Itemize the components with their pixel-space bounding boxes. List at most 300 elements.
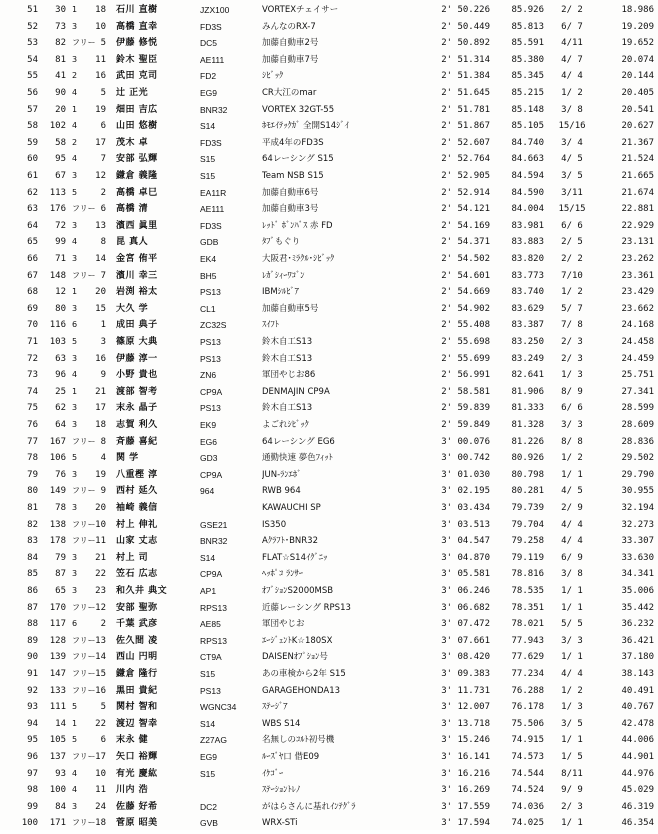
gap-cell: 22.881	[621, 204, 654, 215]
gap-cell: 34.341	[621, 569, 654, 580]
lap-time-cell: 3' 11.731	[441, 685, 490, 696]
gap-cell: 27.341	[621, 386, 654, 397]
class-position-cell: 12	[95, 602, 106, 613]
car-model-cell: EG6	[200, 436, 218, 447]
class-rank-cell: 8/ 8	[561, 436, 583, 447]
position-cell: 82	[27, 519, 38, 530]
driver-name-cell: 武田 克司	[116, 71, 158, 82]
position-cell: 90	[27, 652, 38, 663]
team-name-cell: VORTEXチェイサー	[262, 5, 339, 15]
position-cell: 56	[27, 88, 38, 98]
speed-cell: 85.105	[511, 121, 544, 132]
car-number-cell: 111	[49, 702, 66, 713]
class-position-cell: 5	[100, 702, 106, 713]
driver-name-cell: 辻 正光	[116, 88, 149, 98]
class-position-cell: 2	[100, 187, 106, 198]
driver-name-cell: 末永 健	[116, 735, 149, 746]
position-cell: 64	[27, 220, 38, 231]
team-name-cell: GARAGEHONDA13	[262, 685, 341, 696]
team-name-cell: 平成4年のFD3S	[262, 137, 324, 148]
car-number-cell: 90	[55, 88, 66, 98]
position-cell: 86	[27, 586, 38, 596]
position-cell: 61	[27, 171, 38, 181]
driver-name-cell: 山家 丈志	[116, 536, 158, 547]
class-cell: 5	[72, 702, 78, 712]
position-cell: 68	[27, 287, 38, 298]
class-cell: 4	[72, 88, 78, 97]
gap-cell: 29.790	[621, 469, 654, 480]
lap-time-cell: 3' 03.434	[441, 503, 490, 513]
speed-cell: 76.178	[511, 702, 544, 713]
car-model-cell: JZX100	[200, 5, 230, 15]
class-cell: フリー	[72, 752, 96, 761]
lap-time-cell: 2' 51.781	[441, 104, 490, 115]
position-cell: 69	[27, 303, 38, 314]
class-cell: フリー	[72, 519, 96, 529]
position-cell: 75	[27, 403, 38, 414]
class-position-cell: 9	[100, 486, 106, 497]
class-position-cell: 16	[95, 353, 106, 364]
car-model-cell: AE111	[200, 204, 225, 215]
speed-cell: 83.740	[511, 287, 544, 298]
speed-cell: 81.226	[511, 436, 544, 447]
class-rank-cell: 6/ 7	[561, 21, 583, 32]
car-model-cell: WGNC34	[200, 702, 237, 713]
lap-time-cell: 3' 17.559	[441, 801, 490, 812]
team-name-cell: VORTEX 32GT-55	[262, 104, 335, 115]
gap-cell: 21.665	[621, 171, 654, 181]
speed-cell: 85.215	[511, 88, 544, 98]
lap-time-cell: 2' 51.867	[441, 121, 490, 132]
driver-name-cell: 千葉 武彦	[116, 619, 158, 630]
team-name-cell: よごれｼﾋﾞｯｸ	[262, 420, 309, 430]
class-cell: 4	[72, 370, 78, 380]
team-name-cell: 大阪君･ﾐﾗｸﾙ･ｼﾋﾞｯｸ	[262, 254, 335, 264]
car-number-cell: 30	[55, 5, 66, 15]
class-position-cell: 17	[95, 137, 106, 148]
driver-name-cell: 西村 延久	[116, 486, 158, 497]
car-number-cell: 133	[49, 685, 66, 696]
team-name-cell: ｽﾃｰｼﾞｱ	[262, 702, 288, 713]
team-name-cell: DENMAJIN CP9A	[262, 386, 330, 397]
car-model-cell: CP9A	[200, 569, 223, 580]
team-name-cell: ﾚｶﾞｼｨｰﾜｺﾞﾝ	[262, 270, 305, 281]
gap-cell: 46.319	[621, 801, 654, 812]
speed-cell: 83.250	[511, 337, 544, 347]
lap-time-cell: 3' 13.718	[441, 718, 490, 729]
class-rank-cell: 2/ 3	[561, 337, 583, 347]
class-position-cell: 17	[95, 403, 106, 414]
car-model-cell: S15	[200, 669, 216, 679]
class-cell: 3	[72, 469, 78, 479]
class-cell: フリー	[72, 685, 96, 695]
position-cell: 54	[27, 54, 38, 65]
class-position-cell: 18	[95, 420, 106, 430]
lap-time-cell: 2' 52.905	[441, 171, 490, 181]
driver-name-cell: 関 学	[116, 453, 139, 464]
car-model-cell: PS13	[200, 685, 221, 696]
lap-time-cell: 3' 00.076	[441, 436, 490, 447]
team-name-cell: 加藤自動車2号	[262, 38, 319, 49]
team-name-cell: 近藤レーシング RPS13	[262, 602, 351, 613]
car-model-cell: BNR32	[200, 536, 228, 547]
class-position-cell: 8	[100, 436, 106, 447]
car-number-cell: 58	[55, 137, 66, 148]
car-model-cell: FD3S	[200, 21, 222, 32]
class-position-cell: 5	[100, 88, 106, 98]
class-cell: 4	[72, 237, 78, 247]
gap-cell: 44.901	[621, 752, 654, 762]
class-position-cell: 7	[100, 270, 106, 281]
lap-time-cell: 2' 54.169	[441, 220, 490, 231]
gap-cell: 44.006	[621, 735, 654, 746]
class-cell: 3	[72, 254, 78, 263]
team-name-cell: ｵﾌﾞｼｮﾝS2000MSB	[262, 586, 334, 596]
car-model-cell: RPS13	[200, 602, 227, 613]
driver-name-cell: 高橋 卓巳	[116, 187, 158, 198]
speed-cell: 81.328	[511, 420, 544, 430]
team-name-cell: ｼﾋﾞｯｸ	[262, 71, 284, 82]
speed-cell: 74.544	[511, 768, 544, 779]
car-number-cell: 65	[55, 586, 66, 596]
car-model-cell: RPS13	[200, 635, 227, 646]
class-rank-cell: 4/ 4	[561, 536, 583, 547]
lap-time-cell: 3' 06.246	[441, 586, 490, 596]
driver-name-cell: 小野 貴也	[116, 370, 158, 381]
class-rank-cell: 3/ 4	[561, 137, 583, 148]
lap-time-cell: 2' 54.502	[441, 254, 490, 264]
speed-cell: 77.629	[511, 652, 544, 663]
driver-name-cell: 佐久間 凌	[116, 635, 158, 646]
class-rank-cell: 15/16	[558, 121, 586, 132]
lap-time-cell: 3' 17.594	[441, 818, 490, 829]
class-cell: フリー	[72, 602, 96, 612]
position-cell: 52	[27, 21, 38, 32]
position-cell: 71	[27, 337, 38, 347]
lap-time-cell: 3' 02.195	[441, 486, 490, 497]
driver-name-cell: 和久井 典文	[116, 586, 168, 596]
lap-time-cell: 3' 00.742	[441, 453, 490, 464]
car-number-cell: 148	[49, 270, 66, 281]
speed-cell: 75.506	[511, 718, 544, 729]
car-model-cell: GVB	[200, 818, 218, 829]
speed-cell: 83.773	[511, 270, 544, 281]
car-number-cell: 41	[55, 71, 66, 82]
class-position-cell: 11	[95, 54, 106, 65]
car-number-cell: 82	[55, 38, 66, 49]
position-cell: 55	[27, 71, 38, 82]
lap-time-cell: 2' 52.914	[441, 187, 490, 198]
team-name-cell: IBMｼﾙﾋﾞｱ	[262, 287, 299, 298]
driver-name-cell: 志賀 利久	[116, 420, 158, 430]
car-model-cell: PS13	[200, 353, 221, 364]
class-rank-cell: 6/ 6	[561, 220, 583, 231]
lap-time-cell: 2' 52.607	[441, 137, 490, 148]
gap-cell: 44.976	[621, 768, 654, 779]
class-position-cell: 12	[95, 171, 106, 181]
position-cell: 66	[27, 254, 38, 264]
driver-name-cell: 大久 学	[116, 303, 149, 314]
gap-cell: 35.006	[621, 586, 654, 596]
gap-cell: 42.478	[621, 718, 654, 729]
car-model-cell: S14	[200, 121, 216, 132]
car-model-cell: Z27AG	[200, 735, 227, 746]
driver-name-cell: 安部 弘輝	[116, 154, 158, 165]
class-position-cell: 1	[100, 320, 106, 331]
car-number-cell: 99	[55, 237, 66, 248]
car-model-cell: CP9A	[200, 469, 223, 480]
position-cell: 88	[27, 619, 38, 630]
gap-cell: 22.929	[621, 220, 654, 231]
class-cell: 3	[72, 403, 78, 413]
car-model-cell: GD3	[200, 453, 218, 464]
class-cell: 1	[72, 5, 78, 14]
team-name-cell: CR大江のmar	[262, 88, 317, 98]
car-number-cell: 137	[49, 752, 66, 762]
team-name-cell: KAWAUCHI SP	[262, 503, 321, 513]
class-position-cell: 17	[95, 752, 106, 762]
class-cell: 3	[72, 503, 78, 512]
class-rank-cell: 6/ 9	[561, 552, 583, 563]
gap-cell: 23.131	[621, 237, 654, 248]
class-rank-cell: 3/ 5	[561, 171, 583, 181]
class-rank-cell: 4/ 4	[561, 669, 583, 679]
lap-time-cell: 2' 59.839	[441, 403, 490, 414]
car-number-cell: 103	[49, 337, 66, 347]
class-cell: 3	[72, 21, 78, 31]
position-cell: 81	[27, 503, 38, 513]
position-cell: 100	[21, 818, 38, 829]
gap-cell: 19.209	[621, 21, 654, 32]
class-position-cell: 9	[100, 370, 106, 381]
team-name-cell: 加藤自動車3号	[262, 204, 319, 215]
class-cell: フリー	[72, 38, 96, 48]
speed-cell: 78.816	[511, 569, 544, 580]
team-name-cell: FLAT☆S14ｲｸﾞﾆｯ	[262, 552, 328, 563]
speed-cell: 83.387	[511, 320, 544, 331]
team-name-cell: ｽｲﾌﾄ	[262, 320, 280, 331]
team-name-cell: 加藤自動車6号	[262, 187, 319, 198]
speed-cell: 74.573	[511, 752, 544, 762]
position-cell: 74	[27, 386, 38, 397]
gap-cell: 28.609	[621, 420, 654, 430]
car-number-cell: 79	[55, 552, 66, 563]
car-model-cell: S14	[200, 552, 216, 563]
car-number-cell: 76	[55, 469, 66, 480]
speed-cell: 81.906	[511, 386, 544, 397]
car-model-cell: FD3S	[200, 137, 222, 148]
class-position-cell: 11	[95, 785, 106, 796]
team-name-cell: WBS S14	[262, 718, 301, 729]
car-model-cell: PS13	[200, 287, 221, 298]
class-cell: フリー	[72, 652, 96, 662]
lap-time-cell: 3' 04.870	[441, 552, 490, 563]
speed-cell: 83.629	[511, 303, 544, 314]
class-position-cell: 23	[95, 586, 106, 596]
gap-cell: 33.307	[621, 536, 654, 547]
speed-cell: 83.883	[511, 237, 544, 248]
class-position-cell: 19	[95, 469, 106, 480]
driver-name-cell: 山田 悠樹	[116, 121, 158, 132]
car-number-cell: 149	[49, 486, 66, 497]
speed-cell: 84.594	[511, 171, 544, 181]
class-cell: 6	[72, 320, 78, 330]
gap-cell: 19.652	[621, 38, 654, 49]
class-cell: 3	[72, 569, 78, 579]
class-position-cell: 11	[95, 536, 106, 547]
class-rank-cell: 4/ 5	[561, 154, 583, 165]
speed-cell: 85.380	[511, 54, 544, 65]
car-model-cell: BNR32	[200, 104, 228, 115]
lap-time-cell: 2' 54.902	[441, 303, 490, 314]
car-number-cell: 93	[55, 768, 66, 779]
speed-cell: 80.798	[511, 469, 544, 480]
car-number-cell: 12	[55, 287, 66, 298]
class-position-cell: 2	[100, 619, 106, 630]
class-cell: フリー	[72, 635, 96, 645]
class-position-cell: 21	[95, 386, 106, 397]
lap-time-cell: 3' 08.420	[441, 652, 490, 663]
driver-name-cell: 笠石 広志	[116, 569, 158, 580]
class-cell: 1	[72, 104, 78, 114]
speed-cell: 79.739	[511, 503, 544, 513]
class-rank-cell: 1/ 1	[561, 602, 583, 613]
driver-name-cell: 佐藤 好希	[116, 801, 158, 812]
car-model-cell: ZN6	[200, 370, 217, 381]
gap-cell: 24.458	[621, 337, 654, 347]
lap-time-cell: 2' 54.121	[441, 204, 490, 215]
class-rank-cell: 1/ 2	[561, 287, 583, 298]
driver-name-cell: 高橋 清	[116, 204, 149, 215]
class-cell: 1	[72, 386, 78, 396]
position-cell: 78	[27, 453, 38, 464]
gap-cell: 18.986	[621, 5, 654, 15]
car-number-cell: 25	[55, 386, 66, 397]
gap-cell: 21.674	[621, 187, 654, 198]
lap-time-cell: 3' 07.661	[441, 635, 490, 646]
driver-name-cell: 濱西 眞里	[116, 220, 158, 231]
gap-cell: 38.143	[621, 669, 654, 679]
class-cell: 3	[72, 303, 78, 313]
class-rank-cell: 1/ 1	[561, 586, 583, 596]
team-name-cell: 64レーシング S15	[262, 154, 334, 165]
team-name-cell: ﾎﾓｴｲﾃｯｸｶﾞ 全開S14ｼﾞｲ	[262, 121, 349, 132]
driver-name-cell: 村上 司	[116, 552, 149, 563]
gap-cell: 25.751	[621, 370, 654, 381]
speed-cell: 84.590	[511, 187, 544, 198]
lap-time-cell: 3' 16.216	[441, 768, 490, 779]
speed-cell: 85.813	[511, 21, 544, 32]
position-cell: 89	[27, 635, 38, 646]
class-rank-cell: 4/ 5	[561, 486, 583, 497]
class-rank-cell: 8/11	[561, 768, 583, 779]
class-rank-cell: 3/ 5	[561, 718, 583, 729]
gap-cell: 30.955	[621, 486, 654, 497]
class-rank-cell: 2/ 2	[561, 5, 583, 15]
lap-time-cell: 2' 50.892	[441, 38, 490, 49]
position-cell: 79	[27, 469, 38, 480]
driver-name-cell: 金宮 侑平	[116, 254, 158, 264]
car-model-cell: ZC32S	[200, 320, 227, 331]
car-number-cell: 14	[55, 718, 66, 729]
position-cell: 73	[27, 370, 38, 381]
class-rank-cell: 7/10	[561, 270, 583, 281]
class-rank-cell: 2/ 9	[561, 503, 583, 513]
lap-time-cell: 3' 07.472	[441, 619, 490, 630]
class-cell: 5	[72, 735, 78, 745]
gap-cell: 20.144	[621, 71, 654, 82]
class-position-cell: 18	[95, 818, 106, 829]
gap-cell: 46.354	[621, 818, 654, 829]
car-model-cell: EA11R	[200, 187, 227, 198]
class-position-cell: 22	[95, 718, 106, 729]
speed-cell: 79.119	[511, 552, 544, 563]
gap-cell: 23.662	[621, 303, 654, 314]
driver-name-cell: 伊藤 淳一	[116, 353, 158, 364]
class-position-cell: 16	[95, 71, 106, 82]
team-name-cell: 軍団やじお86	[262, 370, 316, 381]
class-cell: フリー	[72, 270, 96, 280]
driver-name-cell: 関村 智和	[116, 702, 158, 713]
car-number-cell: 95	[55, 154, 66, 165]
class-position-cell: 5	[100, 38, 106, 49]
team-name-cell: ﾚｯﾄﾞ ﾎﾞﾝﾊﾞｽ 赤 FD	[262, 220, 333, 231]
driver-name-cell: 袖崎 義信	[116, 503, 158, 513]
speed-cell: 77.943	[511, 635, 544, 646]
driver-name-cell: 篠原 大典	[116, 337, 158, 347]
position-cell: 85	[27, 569, 38, 580]
driver-name-cell: 岩渕 裕太	[116, 287, 158, 298]
car-model-cell: EK4	[200, 254, 217, 264]
car-number-cell: 102	[49, 121, 66, 132]
car-number-cell: 116	[49, 320, 66, 331]
lap-time-cell: 2' 52.764	[441, 154, 490, 165]
class-cell: 3	[72, 54, 78, 64]
lap-time-cell: 2' 51.384	[441, 71, 490, 82]
speed-cell: 74.025	[511, 818, 544, 829]
team-name-cell: JUN-ﾗﾝｴﾎﾞ	[262, 469, 302, 480]
position-cell: 92	[27, 685, 38, 696]
car-model-cell: CL1	[200, 303, 216, 314]
class-rank-cell: 2/ 2	[561, 254, 583, 264]
position-cell: 76	[27, 420, 38, 430]
class-cell: フリー	[72, 818, 96, 828]
car-number-cell: 81	[55, 54, 66, 65]
position-cell: 59	[27, 137, 38, 148]
class-rank-cell: 1/ 2	[561, 453, 583, 464]
class-position-cell: 6	[100, 121, 106, 132]
car-number-cell: 117	[49, 619, 66, 630]
class-rank-cell: 2/ 5	[561, 237, 583, 248]
class-position-cell: 3	[100, 337, 106, 347]
class-cell: 5	[72, 453, 78, 463]
team-name-cell: 64レーシング EG6	[262, 436, 335, 447]
class-cell: フリー	[72, 536, 96, 546]
class-rank-cell: 1/ 3	[561, 702, 583, 713]
class-position-cell: 20	[95, 287, 106, 298]
car-model-cell: GSE21	[200, 519, 228, 530]
speed-cell: 78.021	[511, 619, 544, 630]
class-position-cell: 15	[95, 303, 106, 314]
speed-cell: 84.004	[511, 204, 544, 215]
class-cell: 5	[72, 187, 78, 197]
driver-name-cell: 石川 直樹	[116, 5, 158, 15]
position-cell: 57	[27, 104, 38, 115]
speed-cell: 85.591	[511, 38, 544, 49]
class-cell: 4	[72, 785, 78, 795]
class-position-cell: 14	[95, 652, 106, 663]
lap-time-cell: 2' 50.449	[441, 21, 490, 32]
